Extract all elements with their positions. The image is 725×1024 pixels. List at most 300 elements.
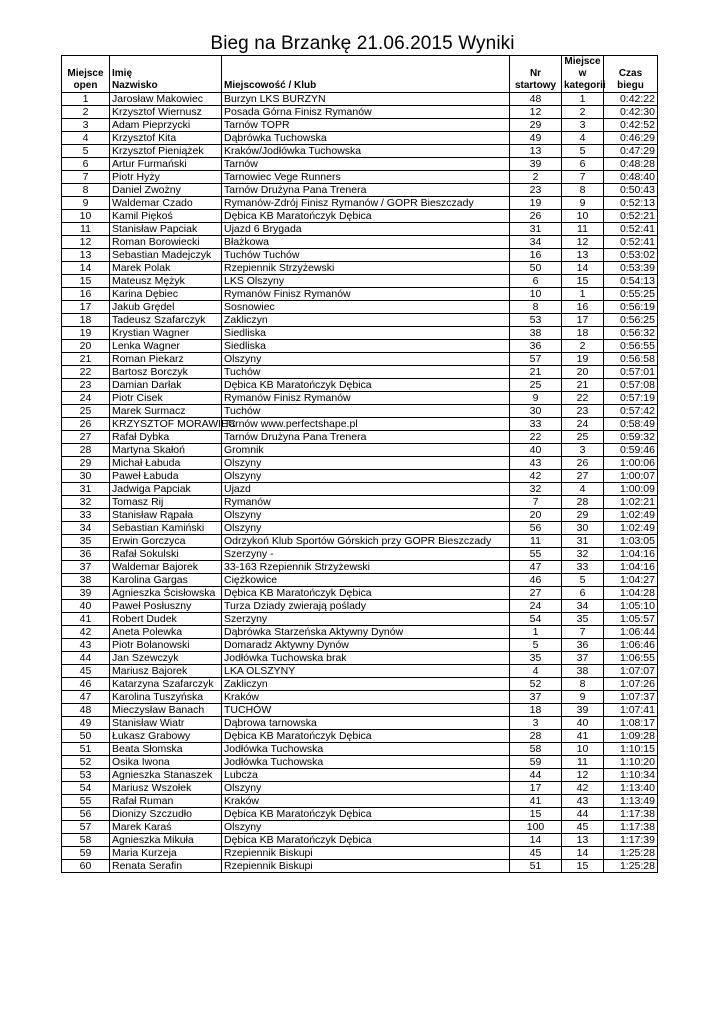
runner-name-cell: Stanisław Wiatr [110, 717, 222, 730]
place-open-cell: 49 [62, 717, 110, 730]
place-open-cell: 10 [62, 210, 110, 223]
place-open-cell: 9 [62, 197, 110, 210]
table-row [62, 431, 658, 444]
table-row [62, 457, 658, 470]
category-place-cell: 20 [562, 366, 604, 379]
table-row [62, 496, 658, 509]
run-time-cell: 0:58:49 [604, 418, 658, 431]
start-number-cell: 51 [510, 860, 562, 873]
table-row [62, 197, 658, 210]
run-time-cell: 0:46:29 [604, 132, 658, 145]
category-place-cell: 39 [562, 704, 604, 717]
run-time-cell: 1:17:38 [604, 821, 658, 834]
place-open-cell: 45 [62, 665, 110, 678]
table-row [62, 834, 658, 847]
start-number-cell: 58 [510, 743, 562, 756]
place-open-cell: 32 [62, 496, 110, 509]
table-row [62, 93, 658, 106]
runner-name-cell: Roman Piekarz [110, 353, 222, 366]
table-row [62, 340, 658, 353]
runner-name-cell: Jadwiga Papciak [110, 483, 222, 496]
start-number-cell: 11 [510, 535, 562, 548]
club-cell: Siedliska [222, 327, 510, 340]
category-place-cell: 40 [562, 717, 604, 730]
run-time-cell: 1:09:28 [604, 730, 658, 743]
run-time-cell: 1:10:34 [604, 769, 658, 782]
start-number-cell: 38 [510, 327, 562, 340]
place-open-cell: 40 [62, 600, 110, 613]
runner-name-cell: Sebastian Kamiński [110, 522, 222, 535]
club-cell: Posada Górna Finisz Rymanów [222, 106, 510, 119]
club-cell: Olszyny [222, 522, 510, 535]
table-row [62, 626, 658, 639]
category-place-cell: 36 [562, 639, 604, 652]
run-time-cell: 1:02:49 [604, 522, 658, 535]
table-row [62, 418, 658, 431]
category-place-cell: 1 [562, 288, 604, 301]
header-time [604, 56, 658, 69]
club-cell: Dąbrówka Tuchowska [222, 132, 510, 145]
club-cell: Kraków [222, 795, 510, 808]
place-open-cell: 27 [62, 431, 110, 444]
club-cell: Turza Dziady zwierają poślady [222, 600, 510, 613]
table-row [62, 184, 658, 197]
table-row [62, 808, 658, 821]
runner-name-cell: Marek Surmacz [110, 405, 222, 418]
table-row [62, 600, 658, 613]
runner-name-cell: Sebastian Madejczyk [110, 249, 222, 262]
category-place-cell: 11 [562, 756, 604, 769]
place-open-cell: 5 [62, 145, 110, 158]
runner-name-cell: Mieczysław Banach [110, 704, 222, 717]
club-cell: Rzepiennik Biskupi [222, 847, 510, 860]
club-cell: Kraków/Jodłówka Tuchowska [222, 145, 510, 158]
category-place-cell: 1 [562, 93, 604, 106]
table-row [62, 665, 658, 678]
category-place-cell: 6 [562, 158, 604, 171]
start-number-cell: 15 [510, 808, 562, 821]
runner-name-cell: Roman Borowiecki [110, 236, 222, 249]
club-cell: Rzepiennik Strzyżewski [222, 262, 510, 275]
club-cell: Dębica KB Maratończyk Dębica [222, 834, 510, 847]
start-number-cell: 54 [510, 613, 562, 626]
club-cell: Szerzyny [222, 613, 510, 626]
table-row [62, 145, 658, 158]
category-place-cell: 2 [562, 106, 604, 119]
club-cell: Burzyn LKS BURZYN [222, 93, 510, 106]
run-time-cell: 1:00:07 [604, 470, 658, 483]
run-time-cell: 0:47:29 [604, 145, 658, 158]
runner-name-cell: Mariusz Wszołek [110, 782, 222, 795]
runner-name-cell: Daniel Zwożny [110, 184, 222, 197]
runner-name-cell: Piotr Hyży [110, 171, 222, 184]
start-number-cell: 32 [510, 483, 562, 496]
start-number-cell: 26 [510, 210, 562, 223]
club-cell: Domaradz Aktywny Dynów [222, 639, 510, 652]
header-last-name: Nazwisko [110, 80, 222, 93]
runner-name-cell: Piotr Cisek [110, 392, 222, 405]
place-open-cell: 47 [62, 691, 110, 704]
start-number-cell: 33 [510, 418, 562, 431]
run-time-cell: 0:56:58 [604, 353, 658, 366]
table-row [62, 756, 658, 769]
club-cell: Tuchów [222, 405, 510, 418]
run-time-cell: 0:48:40 [604, 171, 658, 184]
run-time-cell: 1:07:26 [604, 678, 658, 691]
place-open-cell: 41 [62, 613, 110, 626]
runner-name-cell: Jan Szewczyk [110, 652, 222, 665]
place-open-cell: 57 [62, 821, 110, 834]
header-place-open [62, 56, 110, 69]
start-number-cell: 4 [510, 665, 562, 678]
club-cell: Tarnów Drużyna Pana Trenera [222, 184, 510, 197]
club-cell: Tarnów www.perfectshape.pl [222, 418, 510, 431]
place-open-cell: 60 [62, 860, 110, 873]
category-place-cell: 11 [562, 223, 604, 236]
table-row [62, 353, 658, 366]
runner-name-cell: Tadeusz Szafarczyk [110, 314, 222, 327]
table-row [62, 782, 658, 795]
start-number-cell: 30 [510, 405, 562, 418]
table-row [62, 405, 658, 418]
runner-name-cell: Łukasz Grabowy [110, 730, 222, 743]
runner-name-cell: Jakub Grędel [110, 301, 222, 314]
category-place-cell: 9 [562, 691, 604, 704]
category-place-cell: 28 [562, 496, 604, 509]
header-club-b: Miejscowość / Klub [222, 80, 510, 93]
run-time-cell: 0:56:19 [604, 301, 658, 314]
table-row [62, 366, 658, 379]
header-time-a: Czas [604, 68, 658, 80]
results-body [62, 93, 658, 873]
runner-name-cell: Karolina Tuszyńska [110, 691, 222, 704]
club-cell: Jodłówka Tuchowska [222, 743, 510, 756]
club-cell: Rymanów [222, 496, 510, 509]
run-time-cell: 0:53:02 [604, 249, 658, 262]
table-row [62, 795, 658, 808]
runner-name-cell: Paweł Łabuda [110, 470, 222, 483]
start-number-cell: 24 [510, 600, 562, 613]
table-row [62, 444, 658, 457]
header-start-no [510, 56, 562, 69]
club-cell: Jodłówka Tuchowska brak [222, 652, 510, 665]
start-number-cell: 35 [510, 652, 562, 665]
place-open-cell: 59 [62, 847, 110, 860]
runner-name-cell: Krzysztof Wiernusz [110, 106, 222, 119]
run-time-cell: 1:00:09 [604, 483, 658, 496]
table-row [62, 327, 658, 340]
club-cell: Ujazd [222, 483, 510, 496]
table-row [62, 847, 658, 860]
category-place-cell: 14 [562, 847, 604, 860]
run-time-cell: 1:25:28 [604, 860, 658, 873]
run-time-cell: 1:04:28 [604, 587, 658, 600]
start-number-cell: 40 [510, 444, 562, 457]
place-open-cell: 17 [62, 301, 110, 314]
header-place-open-b: open [62, 80, 110, 93]
runner-name-cell: Waldemar Czado [110, 197, 222, 210]
table-row [62, 704, 658, 717]
run-time-cell: 0:56:32 [604, 327, 658, 340]
table-row [62, 769, 658, 782]
run-time-cell: 0:48:28 [604, 158, 658, 171]
runner-name-cell: Beata Słomska [110, 743, 222, 756]
place-open-cell: 4 [62, 132, 110, 145]
place-open-cell: 50 [62, 730, 110, 743]
place-open-cell: 52 [62, 756, 110, 769]
start-number-cell: 43 [510, 457, 562, 470]
place-open-cell: 22 [62, 366, 110, 379]
start-number-cell: 42 [510, 470, 562, 483]
runner-name-cell: Renata Serafin [110, 860, 222, 873]
table-row [62, 639, 658, 652]
runner-name-cell: Damian Darłak [110, 379, 222, 392]
club-cell: Olszyny [222, 821, 510, 834]
club-cell: Dębica KB Maratończyk Dębica [222, 587, 510, 600]
table-row [62, 158, 658, 171]
runner-name-cell: Krystian Wagner [110, 327, 222, 340]
start-number-cell: 3 [510, 717, 562, 730]
start-number-cell: 10 [510, 288, 562, 301]
start-number-cell: 2 [510, 171, 562, 184]
start-number-cell: 23 [510, 184, 562, 197]
run-time-cell: 0:57:42 [604, 405, 658, 418]
place-open-cell: 21 [62, 353, 110, 366]
table-row [62, 379, 658, 392]
club-cell: Szerzyny - [222, 548, 510, 561]
run-time-cell: 0:57:19 [604, 392, 658, 405]
category-place-cell: 41 [562, 730, 604, 743]
runner-name-cell: Agnieszka Ścisłowska [110, 587, 222, 600]
run-time-cell: 0:53:39 [604, 262, 658, 275]
place-open-cell: 38 [62, 574, 110, 587]
start-number-cell: 18 [510, 704, 562, 717]
runner-name-cell: Michał Łabuda [110, 457, 222, 470]
club-cell: Dębica KB Maratończyk Dębica [222, 808, 510, 821]
runner-name-cell: Stanisław Papciak [110, 223, 222, 236]
category-place-cell: 12 [562, 769, 604, 782]
club-cell: Tarnów TOPR [222, 119, 510, 132]
start-number-cell: 31 [510, 223, 562, 236]
club-cell: Rymanów Finisz Rymanów [222, 392, 510, 405]
runner-name-cell: Karolina Gargas [110, 574, 222, 587]
place-open-cell: 44 [62, 652, 110, 665]
run-time-cell: 1:17:38 [604, 808, 658, 821]
category-place-cell: 10 [562, 210, 604, 223]
place-open-cell: 35 [62, 535, 110, 548]
start-number-cell: 7 [510, 496, 562, 509]
start-number-cell: 41 [510, 795, 562, 808]
run-time-cell: 0:57:08 [604, 379, 658, 392]
start-number-cell: 49 [510, 132, 562, 145]
table-row [62, 301, 658, 314]
category-place-cell: 8 [562, 678, 604, 691]
runner-name-cell: Tomasz Rij [110, 496, 222, 509]
club-cell: Gromnik [222, 444, 510, 457]
run-time-cell: 1:25:28 [604, 847, 658, 860]
header-cat-place-b: kategorii [562, 80, 604, 93]
category-place-cell: 7 [562, 626, 604, 639]
category-place-cell: 27 [562, 470, 604, 483]
runner-name-cell: Agnieszka Stanaszek [110, 769, 222, 782]
table-row [62, 132, 658, 145]
place-open-cell: 26 [62, 418, 110, 431]
place-open-cell: 15 [62, 275, 110, 288]
start-number-cell: 5 [510, 639, 562, 652]
club-cell: Dębica KB Maratończyk Dębica [222, 379, 510, 392]
runner-name-cell: Erwin Gorczyca [110, 535, 222, 548]
start-number-cell: 36 [510, 340, 562, 353]
start-number-cell: 14 [510, 834, 562, 847]
table-row [62, 288, 658, 301]
run-time-cell: 0:42:22 [604, 93, 658, 106]
start-number-cell: 45 [510, 847, 562, 860]
club-cell: Dąbrowa tarnowska [222, 717, 510, 730]
run-time-cell: 1:03:05 [604, 535, 658, 548]
start-number-cell: 55 [510, 548, 562, 561]
runner-name-cell: Kamil Piękoś [110, 210, 222, 223]
place-open-cell: 25 [62, 405, 110, 418]
run-time-cell: 0:52:21 [604, 210, 658, 223]
runner-name-cell: Paweł Posłuszny [110, 600, 222, 613]
place-open-cell: 53 [62, 769, 110, 782]
place-open-cell: 39 [62, 587, 110, 600]
start-number-cell: 48 [510, 93, 562, 106]
start-number-cell: 29 [510, 119, 562, 132]
run-time-cell: 0:54:13 [604, 275, 658, 288]
category-place-cell: 21 [562, 379, 604, 392]
place-open-cell: 1 [62, 93, 110, 106]
run-time-cell: 0:55:25 [604, 288, 658, 301]
results-table [61, 55, 658, 873]
club-cell: Dąbrówka Starzeńska Aktywny Dynów [222, 626, 510, 639]
category-place-cell: 24 [562, 418, 604, 431]
run-time-cell: 0:56:55 [604, 340, 658, 353]
run-time-cell: 0:57:01 [604, 366, 658, 379]
place-open-cell: 36 [62, 548, 110, 561]
category-place-cell: 32 [562, 548, 604, 561]
club-cell: Olszyny [222, 782, 510, 795]
place-open-cell: 7 [62, 171, 110, 184]
place-open-cell: 16 [62, 288, 110, 301]
category-place-cell: 3 [562, 119, 604, 132]
place-open-cell: 43 [62, 639, 110, 652]
run-time-cell: 1:06:55 [604, 652, 658, 665]
place-open-cell: 33 [62, 509, 110, 522]
category-place-cell: 5 [562, 574, 604, 587]
run-time-cell: 1:05:10 [604, 600, 658, 613]
table-row [62, 574, 658, 587]
table-row [62, 561, 658, 574]
category-place-cell: 19 [562, 353, 604, 366]
club-cell: Sosnowiec [222, 301, 510, 314]
runner-name-cell: Rafał Sokulski [110, 548, 222, 561]
club-cell: Lubcza [222, 769, 510, 782]
place-open-cell: 11 [62, 223, 110, 236]
club-cell: Siedliska [222, 340, 510, 353]
runner-name-cell: Marek Polak [110, 262, 222, 275]
start-number-cell: 20 [510, 509, 562, 522]
club-cell: Ciężkowice [222, 574, 510, 587]
run-time-cell: 0:52:41 [604, 236, 658, 249]
club-cell: Jodłówka Tuchowska [222, 756, 510, 769]
place-open-cell: 23 [62, 379, 110, 392]
place-open-cell: 2 [62, 106, 110, 119]
table-row [62, 548, 658, 561]
table-row [62, 210, 658, 223]
place-open-cell: 29 [62, 457, 110, 470]
runner-name-cell: Marek Karaś [110, 821, 222, 834]
start-number-cell: 28 [510, 730, 562, 743]
runner-name-cell: Aneta Polewka [110, 626, 222, 639]
category-place-cell: 7 [562, 171, 604, 184]
table-row [62, 223, 658, 236]
header-place-open-a: Miejsce [62, 68, 110, 80]
table-row [62, 860, 658, 873]
start-number-cell: 53 [510, 314, 562, 327]
start-number-cell: 17 [510, 782, 562, 795]
run-time-cell: 1:08:17 [604, 717, 658, 730]
runner-name-cell: Stanisław Rąpała [110, 509, 222, 522]
category-place-cell: 13 [562, 834, 604, 847]
table-row [62, 613, 658, 626]
start-number-cell: 27 [510, 587, 562, 600]
club-cell: TUCHÓW [222, 704, 510, 717]
run-time-cell: 1:06:44 [604, 626, 658, 639]
category-place-cell: 22 [562, 392, 604, 405]
runner-name-cell: Rafał Ruman [110, 795, 222, 808]
place-open-cell: 51 [62, 743, 110, 756]
header-club-a [222, 68, 510, 80]
header-club [222, 56, 510, 69]
club-cell: Olszyny [222, 509, 510, 522]
runner-name-cell: Artur Furmański [110, 158, 222, 171]
start-number-cell: 44 [510, 769, 562, 782]
club-cell: Olszyny [222, 470, 510, 483]
start-number-cell: 39 [510, 158, 562, 171]
place-open-cell: 48 [62, 704, 110, 717]
runner-name-cell: Bartosz Borczyk [110, 366, 222, 379]
club-cell: Zakliczyn [222, 678, 510, 691]
category-place-cell: 25 [562, 431, 604, 444]
category-place-cell: 45 [562, 821, 604, 834]
category-place-cell: 29 [562, 509, 604, 522]
start-number-cell: 47 [510, 561, 562, 574]
table-row [62, 236, 658, 249]
place-open-cell: 54 [62, 782, 110, 795]
club-cell: 33-163 Rzepiennik Strzyżewski [222, 561, 510, 574]
club-cell: Tarnowiec Vege Runners [222, 171, 510, 184]
runner-name-cell: Lenka Wagner [110, 340, 222, 353]
run-time-cell: 1:10:15 [604, 743, 658, 756]
place-open-cell: 55 [62, 795, 110, 808]
club-cell: Tuchów Tuchów [222, 249, 510, 262]
club-cell: Odrzykoń Klub Sportów Górskich przy GOPR Bieszczady [222, 535, 510, 548]
table-row [62, 743, 658, 756]
run-time-cell: 0:52:41 [604, 223, 658, 236]
start-number-cell: 22 [510, 431, 562, 444]
club-cell: Olszyny [222, 353, 510, 366]
place-open-cell: 19 [62, 327, 110, 340]
table-row [62, 522, 658, 535]
place-open-cell: 24 [62, 392, 110, 405]
run-time-cell: 0:56:25 [604, 314, 658, 327]
start-number-cell: 16 [510, 249, 562, 262]
category-place-cell: 5 [562, 145, 604, 158]
category-place-cell: 43 [562, 795, 604, 808]
category-place-cell: 4 [562, 132, 604, 145]
run-time-cell: 1:17:39 [604, 834, 658, 847]
